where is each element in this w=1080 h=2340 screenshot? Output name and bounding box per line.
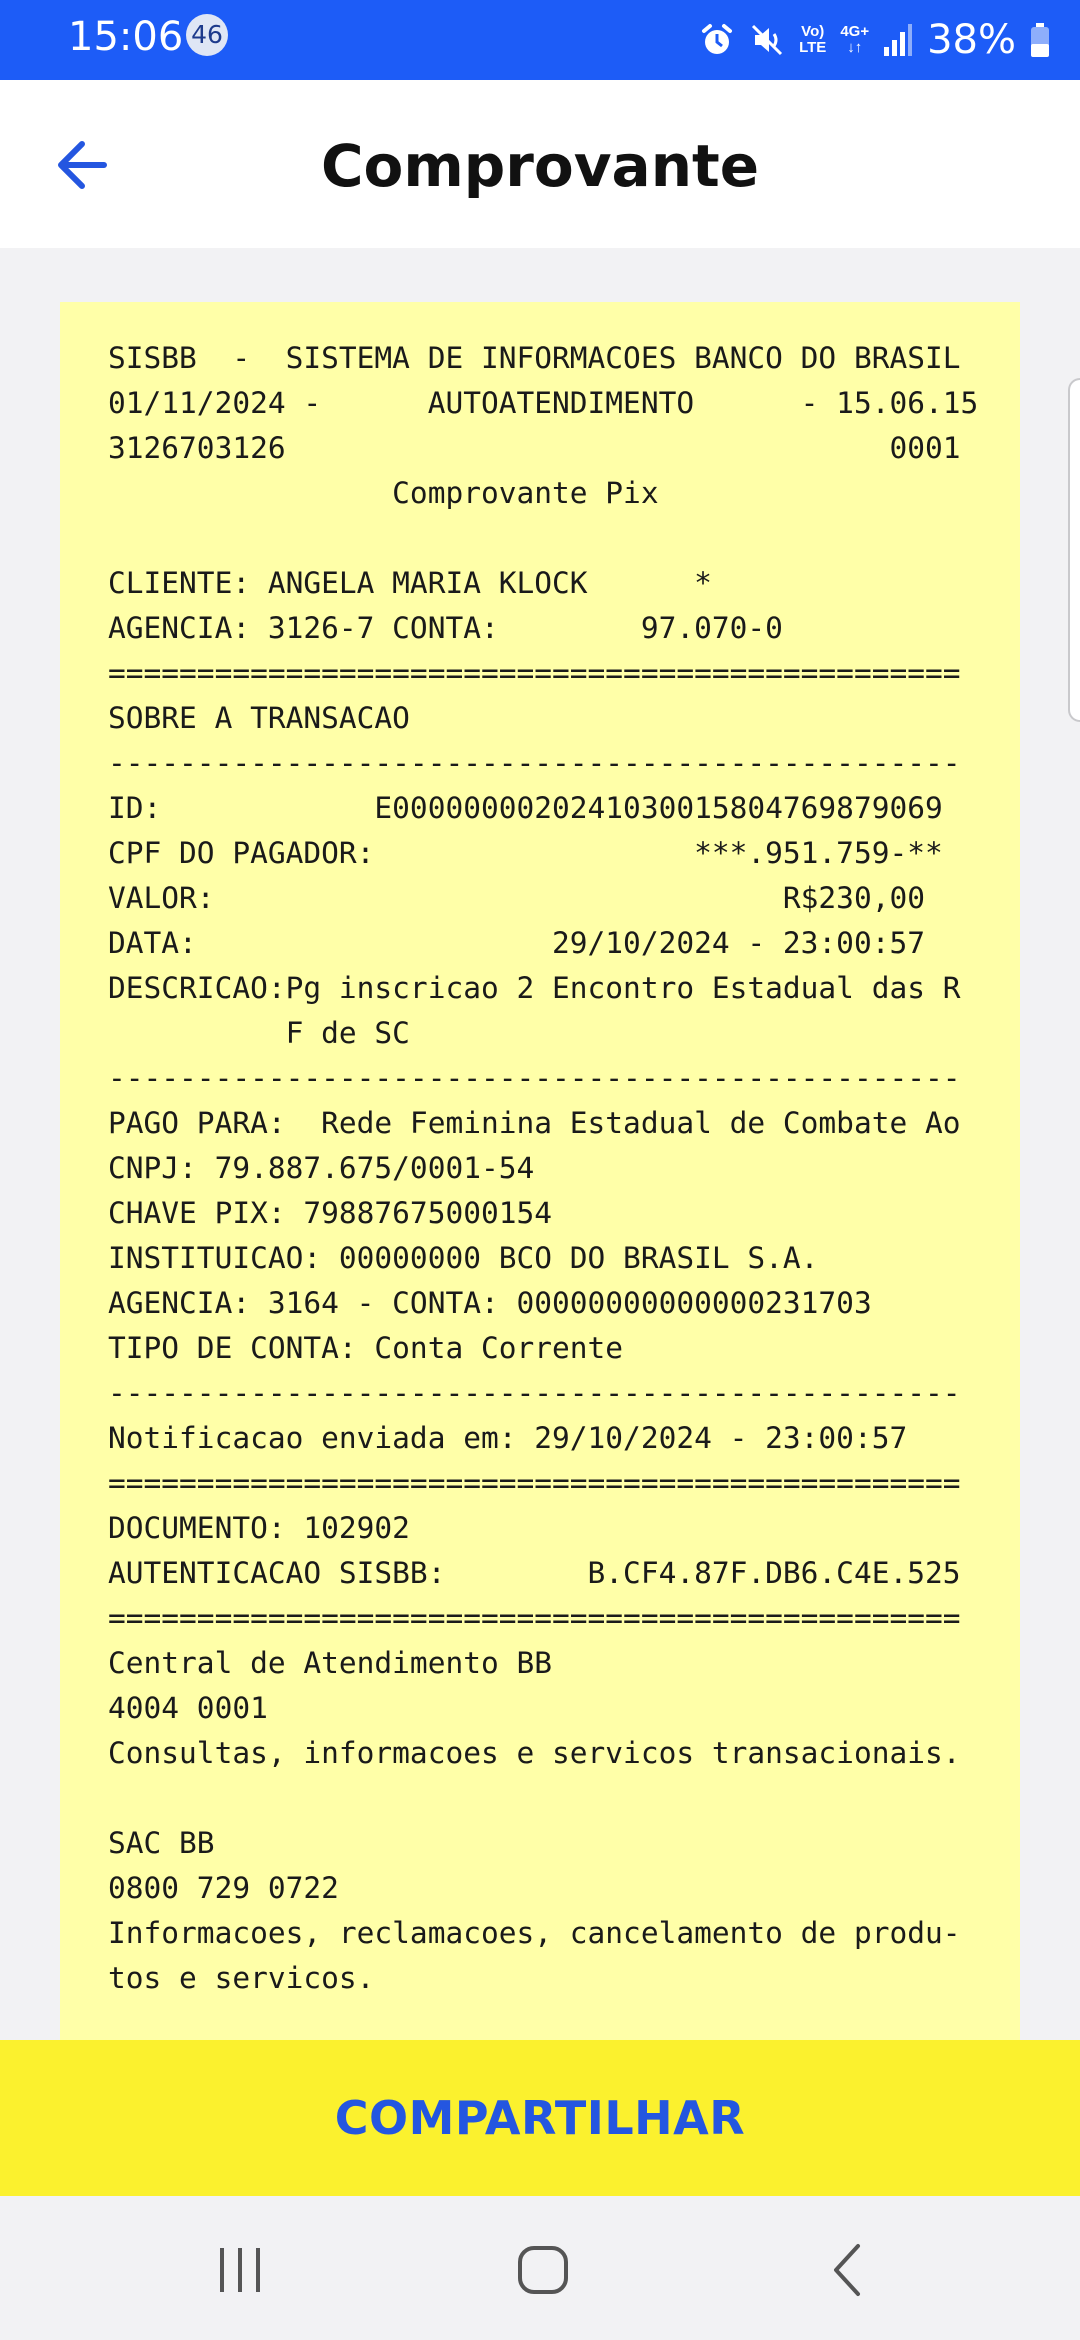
receipt-line: tos e servicos. (108, 1961, 375, 1995)
recent-apps-button[interactable] (200, 2234, 280, 2306)
receipt-line: AUTENTICACAO SISBB: B.CF4.87F.DB6.C4E.525 (108, 1556, 961, 1590)
scrollbar-handle[interactable] (1068, 378, 1080, 722)
notification-count-badge: 46 (186, 14, 228, 56)
receipt-line: Notificacao enviada em: 29/10/2024 - 23:00:57 (108, 1421, 908, 1455)
volte-label: Vo) (801, 23, 825, 40)
receipt-line: SOBRE A TRANSACAO (108, 701, 410, 735)
receipt-line: Consultas, informacoes e servicos transacionais. (108, 1736, 961, 1770)
receipt-line: Central de Atendimento BB (108, 1646, 553, 1680)
nav-back-button[interactable] (808, 2234, 888, 2306)
4g-icon (840, 24, 869, 56)
mute-icon (749, 22, 785, 58)
status-icons (699, 10, 1050, 70)
receipt-line: ------------------------------------------------ (108, 746, 961, 780)
alarm-icon (699, 22, 735, 58)
lte-label: LTE (799, 39, 827, 56)
home-button[interactable] (503, 2234, 583, 2306)
receipt-line: F de SC (108, 1016, 410, 1050)
receipt-line: DESCRICAO:Pg inscricao 2 Encontro Estadual das R (108, 971, 961, 1005)
receipt-line: CNPJ: 79.887.675/0001-54 (108, 1151, 535, 1185)
receipt-line: AGENCIA: 3164 - CONTA: 00000000000000231703 (108, 1286, 872, 1320)
receipt-line: 3126703126 0001 (108, 431, 961, 465)
receipt-line (108, 1776, 978, 1821)
receipt-line: TIPO DE CONTA: Conta Corrente (108, 1331, 624, 1365)
receipt-line: DATA: 29/10/2024 - 23:00:57 (108, 926, 925, 960)
share-button[interactable] (0, 2040, 1080, 2196)
system-nav-bar (0, 2196, 1080, 2340)
receipt-line: ------------------------------------------------ (108, 1376, 961, 1410)
receipt-line: INSTITUICAO: 00000000 BCO DO BRASIL S.A. (108, 1241, 819, 1275)
receipt-line: PAGO PARA: Rede Feminina Estadual de Combate Ao (108, 1106, 961, 1140)
battery-percent: 38% (927, 17, 1016, 63)
home-icon (503, 2234, 583, 2306)
receipt-line: ID: E0000000020241030015804769879069 (108, 791, 943, 825)
receipt-line: 01/11/2024 - AUTOATENDIMENTO - 15.06.15 (108, 386, 978, 420)
app-header (0, 80, 1080, 248)
receipt-line: 0800 729 0722 (108, 1871, 339, 1905)
receipt-line: VALOR: R$230,00 (108, 881, 925, 915)
receipt-line: ------------------------------------------------ (108, 1061, 961, 1095)
receipt-line: SISBB - SISTEMA DE INFORMACOES BANCO DO BRASIL (108, 341, 961, 375)
volte-icon (799, 24, 826, 56)
receipt-line: CHAVE PIX: 79887675000154 (108, 1196, 553, 1230)
receipt-line: ================================================ (108, 1466, 961, 1500)
receipt-line: CPF DO PAGADOR: ***.951.759-** (108, 836, 943, 870)
receipt-line: ================================================ (108, 1601, 961, 1635)
status-time: 15:06 (68, 14, 184, 60)
status-bar (0, 0, 1080, 80)
receipt-line: ================================================ (108, 656, 961, 690)
recent-apps-icon (200, 2234, 280, 2306)
pix-receipt (60, 302, 1020, 2040)
battery-icon (1030, 22, 1050, 58)
receipt-line: DOCUMENTO: 102902 (108, 1511, 410, 1545)
data-arrows-icon: ↓↑ (847, 39, 863, 56)
receipt-line: CLIENTE: ANGELA MARIA KLOCK * (108, 566, 712, 600)
page-title: Comprovante (320, 132, 760, 200)
receipt-line: Comprovante Pix (108, 476, 659, 510)
receipt-line: SAC BB (108, 1826, 215, 1860)
receipt-line: Informacoes, reclamacoes, cancelamento de produ- (108, 1916, 961, 1950)
receipt-line: AGENCIA: 3126-7 CONTA: 97.070-0 (108, 611, 783, 645)
share-button-label: COMPARTILHAR (334, 2091, 746, 2145)
back-icon (808, 2234, 888, 2306)
4g-label: 4G+ (840, 23, 870, 40)
signal-icon (883, 23, 913, 57)
receipt-line (108, 516, 978, 561)
receipt-line: 4004 0001 (108, 1691, 268, 1725)
receipt-text (108, 336, 978, 2001)
